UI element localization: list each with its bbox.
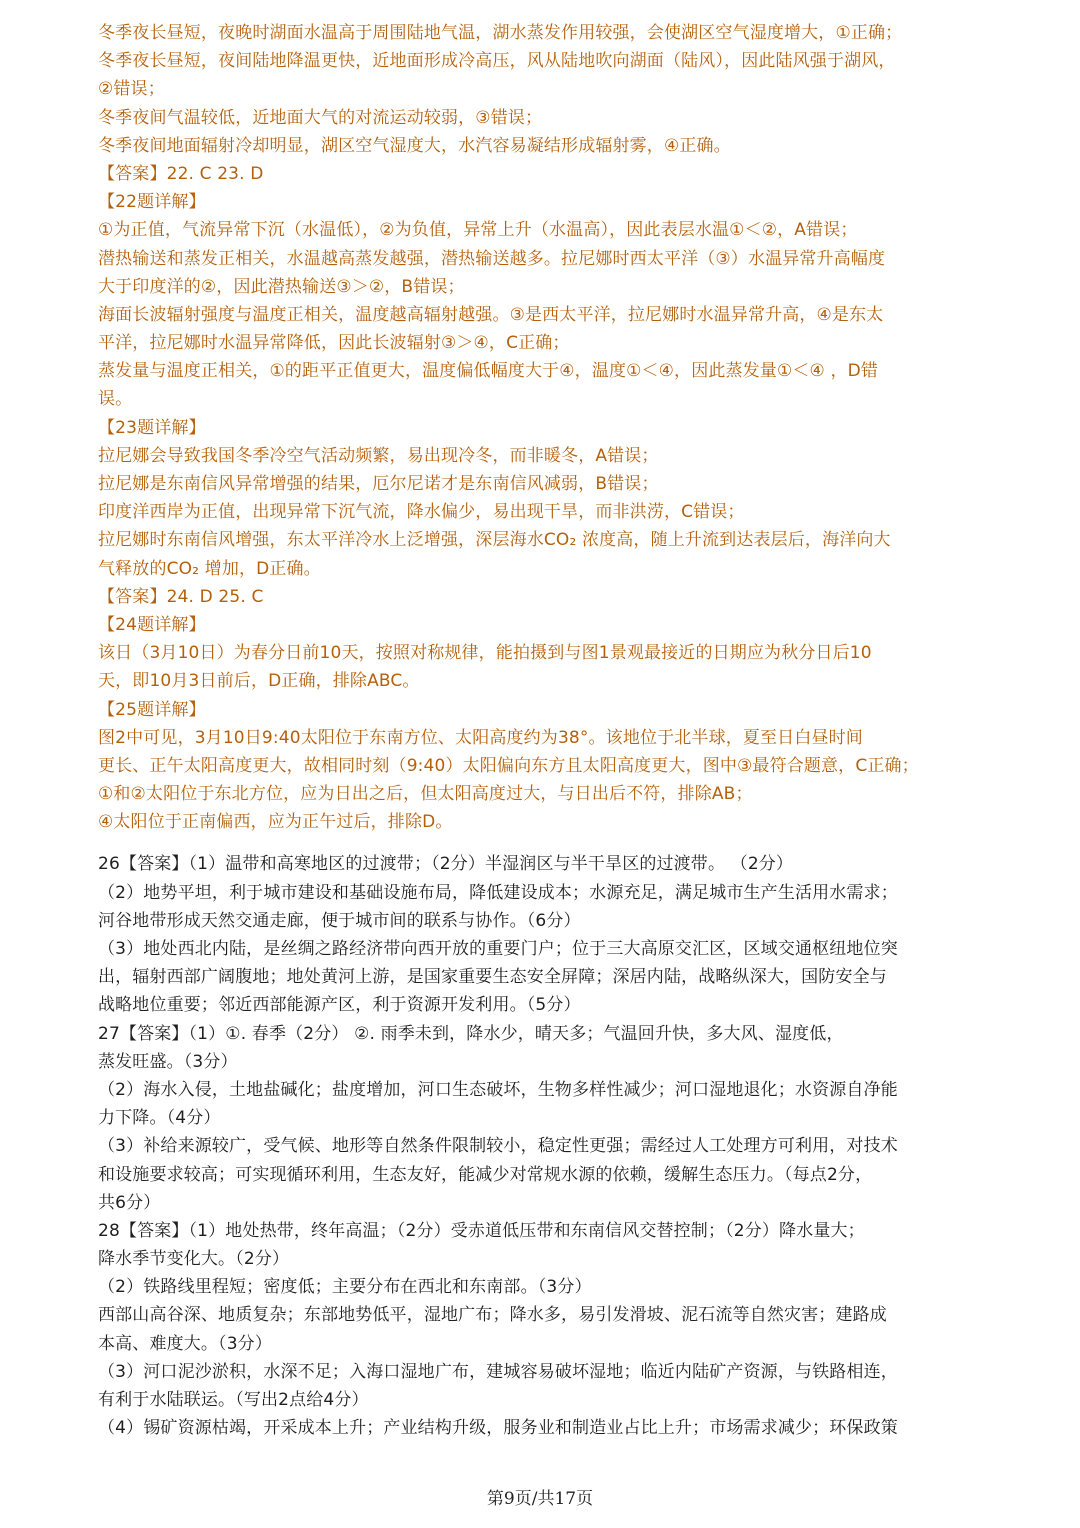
text-line: 【22题详解】: [98, 192, 206, 213]
text-line: 和设施要求较高；可实现循环利用，生态友好，能减少对常规水源的依赖，缓解生态压力。（每点2分，: [98, 1164, 873, 1185]
text-line: 【23题详解】: [98, 417, 206, 438]
text-line: 拉尼娜时东南信风增强，东太平洋冷水上泛增强，深层海水CO₂ 浓度高，随上升流到达表层后，海洋向大: [98, 530, 891, 551]
text-line: ①为正值，气流异常下沉（水温低），②为负值，异常上升（水温高），因此表层水温①＜②，A错误；: [98, 220, 858, 241]
text-line: 大于印度洋的②，因此潜热输送③＞②，B错误；: [98, 276, 465, 297]
text-line: 共6分）: [98, 1192, 161, 1213]
text-line: 降水季节变化大。（2分）: [98, 1249, 290, 1270]
explanation-section: [98, 19, 988, 836]
text-line: ④太阳位于正南偏西，应为正午过后，排除D。: [98, 812, 453, 833]
text-line: 更长、正午太阳高度更大，故相同时刻（9:40）太阳偏向东方且太阳高度更大，图中③最符合题意，C正确；: [98, 755, 919, 776]
text-line: 蒸发量与温度正相关，①的距平正值更大，温度偏低幅度大于④，温度①＜④，因此蒸发量①＜④ ，D错: [98, 361, 878, 382]
text-line: （2）铁路线里程短；密度低；主要分布在西北和东南部。（3分）: [98, 1277, 592, 1298]
text-line: 气释放的CO₂ 增加，D正确。: [98, 558, 321, 579]
text-line: 冬季夜间气温较低，近地面大气的对流运动较弱，③错误；: [98, 107, 543, 128]
text-line: 力下降。（4分）: [98, 1108, 221, 1129]
text-line: 天，即10月3日前后，D正确，排除ABC。: [98, 671, 420, 692]
text-line: 潜热输送和蒸发正相关，水温越高蒸发越强，潜热输送越多。拉尼娜时西太平洋（③）水温异常升高幅度: [98, 248, 886, 269]
text-line: 【答案】24. D 25. C: [98, 586, 264, 607]
text-line: 有利于水陆联运。（写出2点给4分）: [98, 1390, 369, 1410]
text-line: 战略地位重要；邻近西部能源产区，利于资源开发利用。（5分）: [98, 995, 581, 1016]
text-line: 图2中可见，3月10日9:40太阳位于东南方位、太阳高度约为38°。该地位于北半球，夏至日白昼时间: [98, 727, 863, 748]
text-line: 河谷地带形成天然交通走廊，便于城市间的联系与协作。（6分）: [98, 910, 581, 931]
page-content: [98, 19, 988, 1442]
text-line: 28【答案】（1）地处热带，终年高温；（2分）受赤道低压带和东南信风交替控制；（2分）降水量大；: [98, 1220, 865, 1241]
section-gap: [98, 836, 988, 850]
text-line: （3）补给来源较广，受气候、地形等自然条件限制较小，稳定性更强；需经过人工处理方可利用，对技术: [98, 1136, 898, 1157]
text-line: （2）地势平坦，利于城市建设和基础设施布局，降低建设成本；水源充足，满足城市生产生活用水需求；: [98, 882, 898, 903]
text-line: 拉尼娜会导致我国冬季冷空气活动频繁，易出现冷冬，而非暖冬，A错误；: [98, 445, 659, 466]
text-line: 误。: [98, 389, 133, 410]
text-line: 冬季夜间地面辐射冷却明显，湖区空气湿度大，水汽容易凝结形成辐射雾，④正确。: [98, 135, 731, 156]
text-line: （2）海水入侵，土地盐碱化；盐度增加，河口生态破坏，生物多样性减少；河口湿地退化；水资源自净能: [98, 1079, 898, 1100]
text-line: 冬季夜长昼短，夜晚时湖面水温高于周围陆地气温，湖水蒸发作用较强，会使湖区空气湿度增大，①正确；: [98, 23, 903, 43]
text-line: 出，辐射西部广阔腹地；地处黄河上游，是国家重要生态安全屏障；深居内陆，战略纵深大，国防安全与: [98, 967, 887, 988]
text-line: 【答案】22. C 23. D: [98, 163, 264, 184]
text-line: 该日（3月10日）为春分日前10天，按照对称规律，能拍摄到与图1景观最接近的日期应为秋分日后10: [98, 643, 872, 664]
text-line: 【24题详解】: [98, 614, 206, 635]
text-line: （3）河口泥沙淤积，水深不足；入海口湿地广布，建城容易破坏湿地；临近内陆矿产资源，与铁路相连，: [98, 1361, 898, 1382]
text-line: 海面长波辐射强度与温度正相关，温度越高辐射越强。③是西太平洋，拉尼娜时水温异常升高，④是东太: [98, 304, 884, 325]
answer-section: [98, 850, 988, 1442]
text-line: ①和②太阳位于东北方位，应为日出之后，但太阳高度过大，与日出后不符，排除AB；: [98, 784, 753, 805]
text-line: 冬季夜长昼短，夜间陆地降温更快，近地面形成冷高压，风从陆地吹向湖面（陆风），因此陆风强于湖风，: [98, 51, 896, 72]
text-line: 蒸发旺盛。（3分）: [98, 1051, 238, 1072]
text-line: 26【答案】（1）温带和高寒地区的过渡带；（2分）半湿润区与半干旱区的过渡带。 （2分）: [98, 854, 794, 875]
page-footer: 第9页/共17页: [486, 1489, 594, 1509]
text-line: 西部山高谷深、地质复杂；东部地势低平，湿地广布；降水多，易引发滑坡、泥石流等自然灾害；建路成: [98, 1305, 887, 1326]
text-line: ②错误；: [98, 79, 165, 100]
text-line: 印度洋西岸为正值，出现异常下沉气流，降水偏少，易出现干旱，而非洪涝，C错误；: [98, 502, 745, 523]
text-line: （3）地处西北内陆，是丝绸之路经济带向西开放的重要门户；位于三大高原交汇区，区域交通枢纽地位突: [98, 939, 898, 959]
text-line: 【25题详解】: [98, 699, 206, 720]
text-line: 平洋，拉尼娜时水温异常降低，因此长波辐射③＞④，C正确；: [98, 333, 570, 354]
text-line: （4）锡矿资源枯竭，开采成本上升；产业结构升级，服务业和制造业占比上升；市场需求减少；环保政策: [98, 1418, 898, 1439]
text-line: 本高、难度大。（3分）: [98, 1333, 272, 1354]
text-line: 27【答案】（1）①. 春季（2分） ②. 雨季未到，降水少，晴天多；气温回升快，多大风、湿度低，: [98, 1023, 844, 1044]
text-line: 拉尼娜是东南信风异常增强的结果，厄尔尼诺才是东南信风减弱，B错误；: [98, 474, 659, 494]
